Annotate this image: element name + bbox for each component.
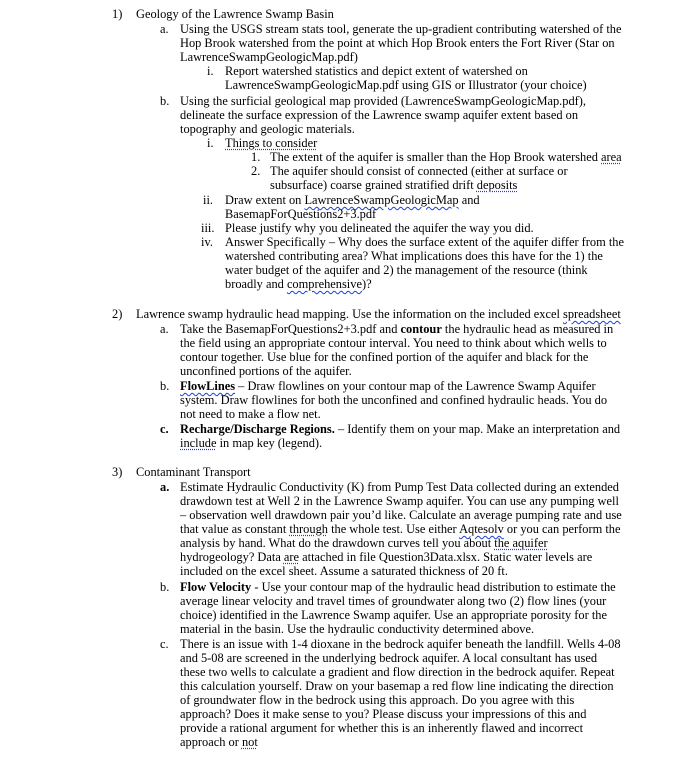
item-1a-i-line-1: Report watershed statistics and depict extent of watershed on xyxy=(225,64,528,78)
item-1a-i-label: i. xyxy=(207,64,214,78)
item-2a-line-4: unconfined portions of the aquifer. xyxy=(180,364,352,378)
item-3b-label: b. xyxy=(160,580,170,594)
item-3b-line-3: choice) identified in the Lawrence Swamp aquifer. Use an appropriate porosity for the xyxy=(180,608,607,622)
section-2-title: Lawrence swamp hydraulic head mapping. Use the information on the included excel spreadsheet xyxy=(136,307,621,321)
item-3a-line-1: Estimate Hydraulic Conductivity (K) from Pump Test Data collected during an extended xyxy=(180,480,620,494)
item-1a-line-2: Hop Brook watershed from the point at which Hop Brook enters the Fort River (Star on xyxy=(180,36,615,50)
item-3a-line-7: included on the excel sheet. Assume a saturated thickness of 20 ft. xyxy=(180,564,508,578)
item-1b-line-2: delineate the surface expression of the Lawrence swamp aquifer extent based on xyxy=(180,108,579,122)
item-3a-line-6: hydrogeology? Data are attached in file Question3Data.xlsx. Static water levels are xyxy=(180,550,593,564)
item-3c-line-8: approach or not xyxy=(180,735,258,749)
item-1b-ii-label: ii. xyxy=(203,193,213,207)
item-3a-line-3: – observation well drawdown pair you’d like. Calculate an average pumping rate and use xyxy=(180,508,622,522)
item-3c-line-4: this calculation yourself. Draw on your basemap a red flow line indicating the direction xyxy=(180,679,614,693)
item-3c-line-3: these two wells to calculate a gradient and flow direction in the bedrock aquifer. Repeat xyxy=(180,665,615,679)
item-3c-label: c. xyxy=(160,637,169,651)
item-2a-line-1: Take the BasemapForQuestions2+3.pdf and contour the hydraulic head as measured in xyxy=(180,322,614,336)
point-2-label: 2. xyxy=(251,164,261,178)
point-1-label: 1. xyxy=(251,150,261,164)
item-3b-line-1: Flow Velocity - Use your contour map of the hydraulic head distribution to estimate the xyxy=(180,580,616,594)
item-3b-line-2: average linear velocity and travel times of groundwater along two (2) flow lines (your xyxy=(180,594,607,608)
item-3c-line-5: of groundwater flow in the bedrock using this approach. Do you agree with this xyxy=(180,693,575,707)
item-1a-line-1: Using the USGS stream stats tool, generate the up-gradient contributing watershed of the xyxy=(180,22,622,36)
item-2a-line-3: contour together. Use blue for the confined portion of the aquifer and black for the xyxy=(180,350,589,364)
item-1b-iv-line-4: broadly and comprehensive)? xyxy=(225,277,372,291)
item-2c-line-2: include in map key (legend). xyxy=(180,436,323,450)
item-1b-iv-line-3: water budget of the aquifer and 2) the management of the resource (think xyxy=(225,263,588,277)
item-2a-line-2: the field using an appropriate contour interval. You need to think about which wells to xyxy=(180,336,607,350)
item-1a-label: a. xyxy=(160,22,169,36)
item-3a-line-2: drawdown test at Well 2 in the Lawrence Swamp aquifer. You can use any pumping well xyxy=(180,494,619,508)
item-3a-line-5: analysis by hand. What do the drawdown curves tell you about the aquifer xyxy=(180,536,548,550)
item-3c-line-6: approach? Does it make sense to you? Please discuss your impressions of this and xyxy=(180,707,587,721)
item-2c-label: c. xyxy=(160,422,169,436)
item-1b-iv-label: iv. xyxy=(201,235,213,249)
item-2c-line-1: Recharge/Discharge Regions. – Identify them on your map. Make an interpretation and xyxy=(180,422,621,436)
item-1b-i-label: i. xyxy=(207,136,214,150)
item-1b-iv-line-1: Answer Specifically – Why does the surface extent of the aquifer differ from the xyxy=(225,235,624,249)
item-3a-label: a. xyxy=(160,480,170,494)
item-2b-line-1: FlowLines – Draw flowlines on your contour map of the Lawrence Swamp Aquifer xyxy=(180,379,596,393)
section-3-title: Contaminant Transport xyxy=(136,465,251,479)
section-3-number: 3) xyxy=(112,465,123,479)
item-1a-i-line-2: LawrenceSwampGeologicMap.pdf using GIS or Illustrator (your choice) xyxy=(225,78,587,92)
item-2a-label: a. xyxy=(160,322,169,336)
section-2-number: 2) xyxy=(112,307,123,321)
item-1b-i-line-1: Things to consider xyxy=(225,136,318,150)
item-2b-line-2: system. Draw flowlines for both the unconfined and confined hydraulic heads. You do xyxy=(180,393,608,407)
item-1b-iv-line-2: watershed contributing area? What implications does this have for the 1) the xyxy=(225,249,603,263)
point-1-line-1: The extent of the aquifer is smaller than the Hop Brook watershed area xyxy=(270,150,622,164)
item-1a-line-3: LawrenceSwampGeologicMap.pdf) xyxy=(180,50,358,64)
item-3c-line-7: provide a rational argument for whether this is an inherently flawed and incorrect xyxy=(180,721,584,735)
item-3c-line-2: and 5-08 are screened in the underlying bedrock aquifer. A local consultant has used xyxy=(180,651,598,665)
item-3a-line-4: that value as constant through the whole test. Use either Aqtesolv or you can perform the xyxy=(180,522,621,536)
item-1b-iii-label: iii. xyxy=(201,221,215,235)
item-1b-label: b. xyxy=(160,94,170,108)
section-1-number: 1) xyxy=(112,7,123,21)
item-1b-line-1: Using the surficial geological map provided (LawrenceSwampGeologicMap.pdf), xyxy=(180,94,587,108)
item-2b-line-3: not need to make a flow net. xyxy=(180,407,321,421)
item-3c-line-1: There is an issue with 1-4 dioxane in the bedrock aquifer beneath the landfill. Wells 4-08 xyxy=(180,637,621,651)
item-1b-ii-line-1: Draw extent on LawrenceSwampGeologicMap and xyxy=(225,193,480,207)
section-1-title: Geology of the Lawrence Swamp Basin xyxy=(136,7,334,21)
item-3b-line-4: material in the basin. Use the hydraulic conductivity determined above. xyxy=(180,622,535,636)
item-1b-ii-line-2: BasemapForQuestions2+3.pdf xyxy=(225,207,377,221)
item-1b-line-3: topography and geologic materials. xyxy=(180,122,355,136)
item-1b-iii-line-1: Please justify why you delineated the aquifer the way you did. xyxy=(225,221,534,235)
item-2b-label: b. xyxy=(160,379,170,393)
point-2-line-2: subsurface) coarse grained stratified drift deposits xyxy=(270,178,518,192)
point-2-line-1: The aquifer should consist of connected (either at surface or xyxy=(270,164,568,178)
